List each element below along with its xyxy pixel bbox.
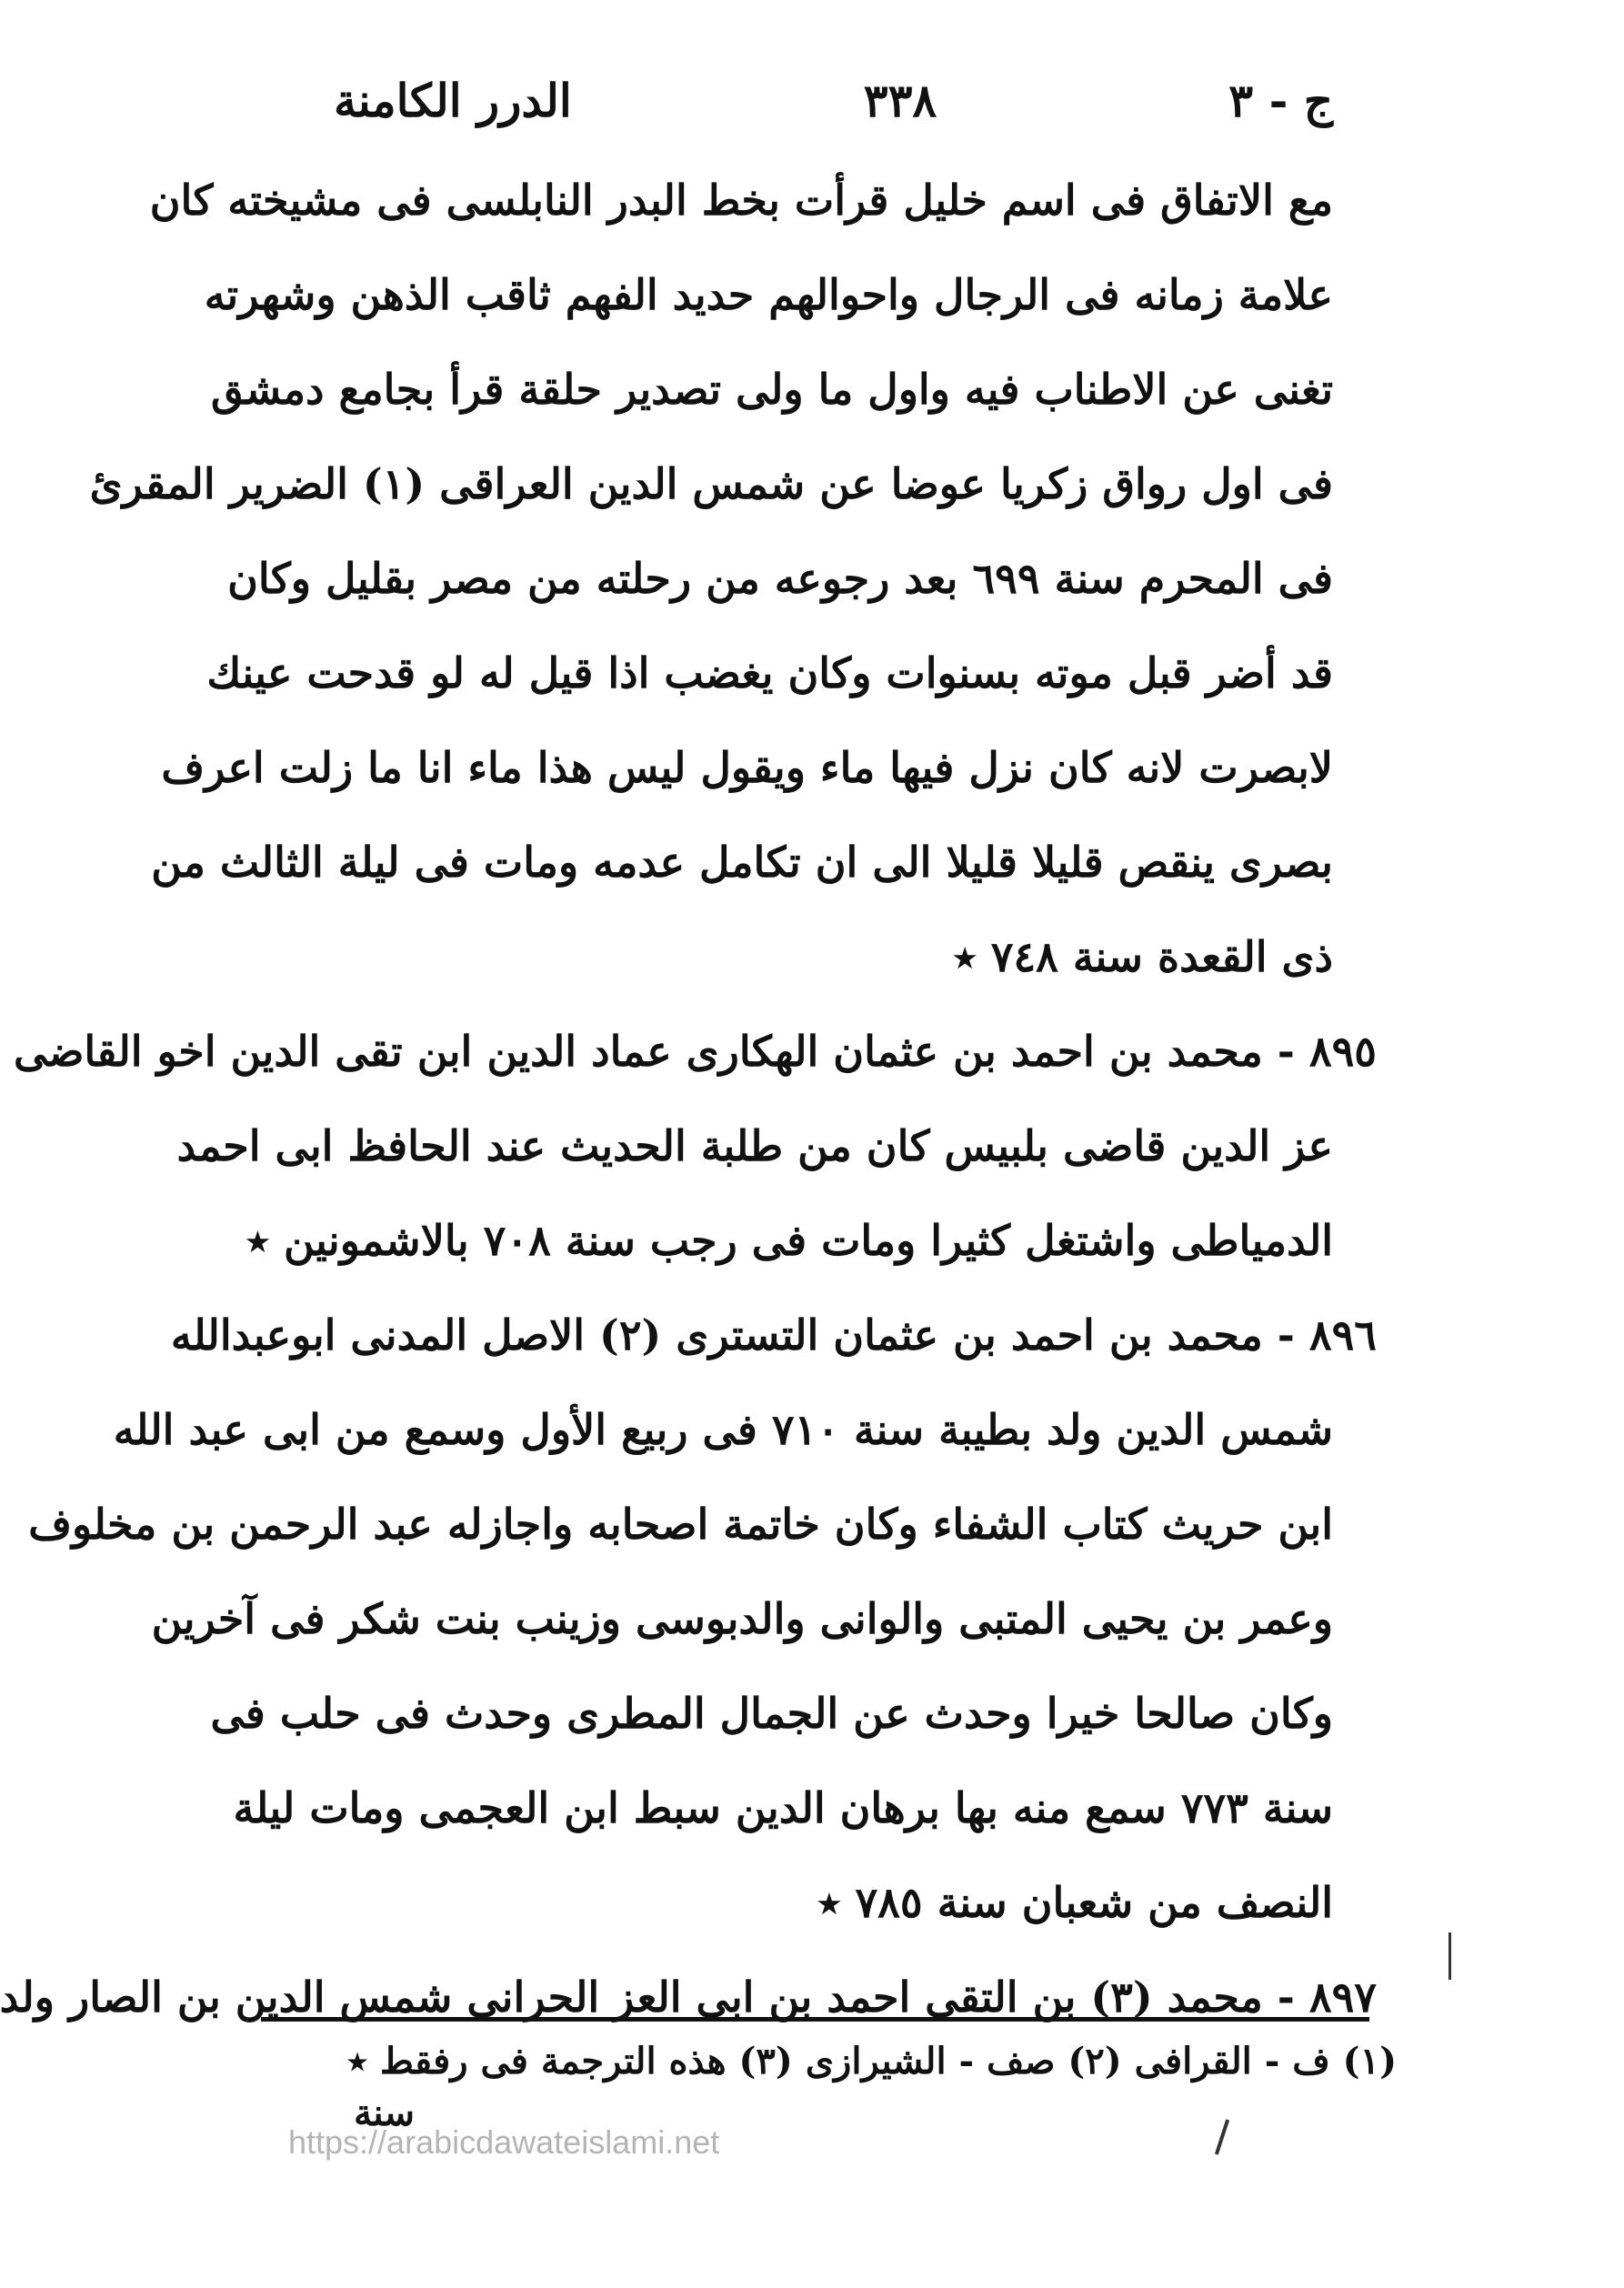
text-line: فى المحرم سنة ٦٩٩ بعد رجوعه من رحلته من مصر بقليل وكان [227, 554, 1333, 603]
text-line: قد أضر قبل موته بسنوات وكان يغضب اذا قيل له لو قدحت عينك [206, 648, 1333, 697]
text-line: تغنى عن الاطناب فيه واول ما ولى تصدير حلقة قرأ بجامع دمشق [211, 365, 1333, 414]
text-line: ابن حريث كتاب الشفاء وكان خاتمة اصحابه واجازله عبد الرحمن بن مخلوف [28, 1500, 1333, 1549]
watermark-url: https://arabicdawateislami.net [288, 2123, 720, 2161]
entry-heading-897: ٨٩٧ - محمد (٣) بن التقى احمد بن ابى العز الحرانى شمس الدين بن الصار ولد [0, 1972, 1377, 2022]
text-line: شمس الدين ولد بطيبة سنة ٧١٠ فى ربيع الأول وسمع من ابى عبد الله [113, 1405, 1333, 1454]
book-title: الدرر الكامنة [334, 73, 572, 127]
text-line: فى اول رواق زكريا عوضا عن شمس الدين العراقى (١) الضرير المقرئ [89, 459, 1333, 508]
body-text [0, 153, 1377, 2044]
catchword: سنة [353, 2092, 415, 2134]
volume-label: ج - ٣ [1228, 73, 1333, 127]
text-line: بصرى ينقص قليلا قليلا الى ان تكامل عدمه ومات فى ليلة الثالث من [151, 838, 1333, 887]
text-line: علامة زمانه فى الرجال واحوالهم حديد الفهم ثاقب الذهن وشهرته [204, 270, 1333, 319]
text-line: الدمياطى واشتغل كثيرا ومات فى رجب سنة ٧٠٨ بالاشمونين ٭ [246, 1216, 1333, 1265]
page-number: ٣٣٨ [863, 73, 937, 127]
text-line: ذى القعدة سنة ٧٤٨ ٭ [953, 932, 1333, 981]
text-line: لابصرت لانه كان نزل فيها ماء ويقول ليس هذا ماء انا ما زلت اعرف [161, 743, 1333, 792]
footnote: (١) ف - القرافى (٢) صف - الشيرازى (٣) هذه الترجمة فى رفقط ٭ [347, 2040, 1397, 2082]
text-line: مع الاتفاق فى اسم خليل قرأت بخط البدر النابلسى فى مشيخته كان [149, 176, 1333, 225]
footnote-separator [261, 2017, 1369, 2022]
text-line: سنة ٧٧٣ سمع منه بها برهان الدين سبط ابن العجمى ومات ليلة [233, 1783, 1333, 1832]
text-line: وعمر بن يحيى المتبى والوانى والدبوسى وزينب بنت شكر فى آخرين [151, 1594, 1333, 1643]
text-line: عز الدين قاضى بلبيس كان من طلبة الحديث عند الحافظ ابى احمد [176, 1121, 1333, 1170]
margin-mark [1449, 1932, 1451, 1980]
entry-heading-895: ٨٩٥ - محمد بن احمد بن عثمان الهكارى عماد الدين ابن تقى الدين اخو القاضى [14, 1027, 1377, 1076]
pen-mark [1215, 2119, 1229, 2154]
page-header [334, 64, 1333, 136]
text-line: وكان صالحا خيرا وحدث عن الجمال المطرى وحدث فى حلب فى [210, 1689, 1333, 1738]
text-line: النصف من شعبان سنة ٧٨٥ ٭ [817, 1878, 1333, 1927]
entry-heading-896: ٨٩٦ - محمد بن احمد بن عثمان التسترى (٢) الاصل المدنى ابوعبدالله [170, 1310, 1377, 1360]
